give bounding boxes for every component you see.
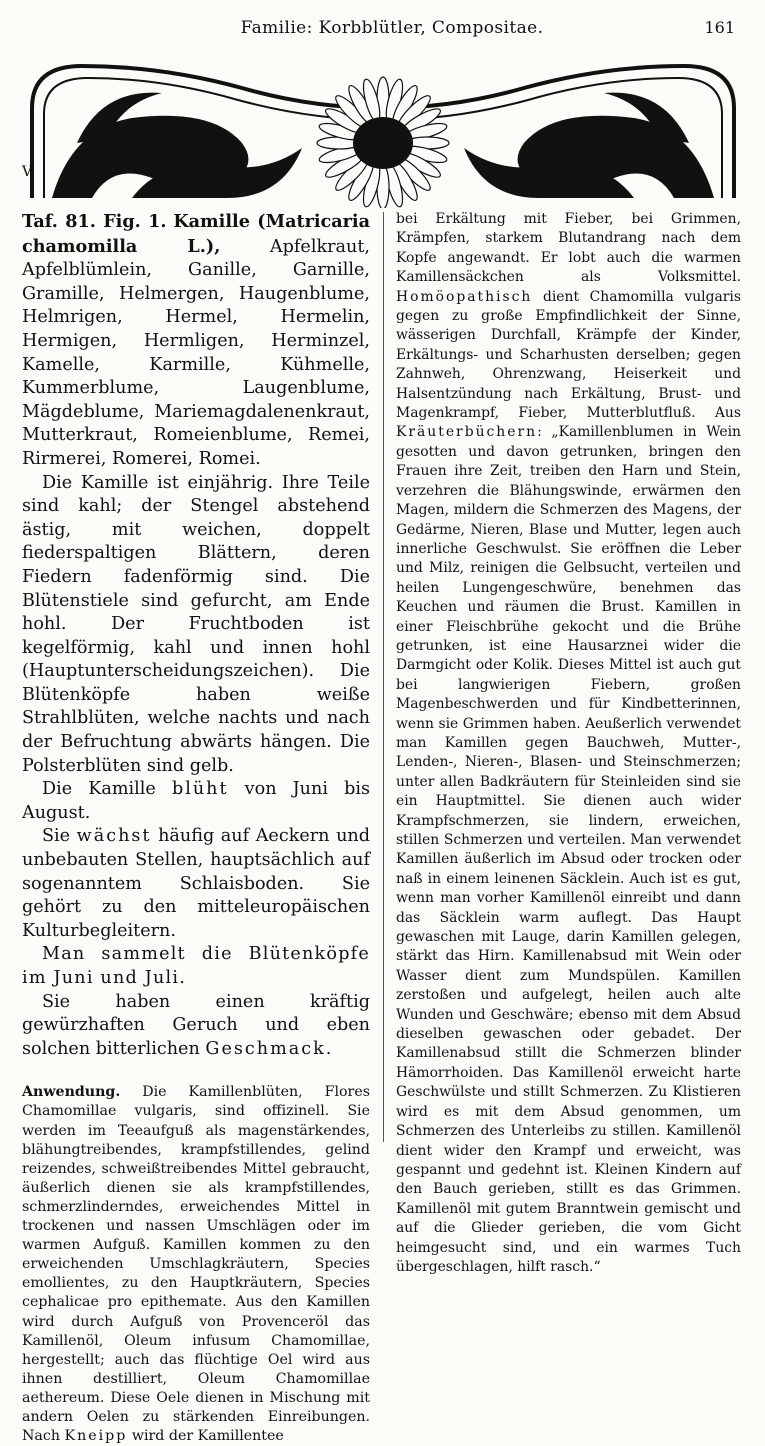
- bloom-paragraph: [22, 778, 370, 825]
- smell-paragraph: [22, 991, 370, 1062]
- right-text-a: bei Erkältung mit Fieber, bei Grimmen, Krämpfen, starkem Blutandrang nach dem Kopfe angewandt. Er lobt auch die warmen Kamillensäckchen als Volksmittel.: [396, 211, 741, 286]
- usage-text-end: wird der Kamillentee: [127, 1428, 284, 1445]
- bloom-text: Die Kamille: [42, 779, 172, 800]
- synonyms: Apfelkraut, Apfelblümlein, Ganille, Garnille, Gramille, Helmergen, Haugenblume, Helmrigen, Hermel, Hermelin, Hermigen, Hermligen, Herminzel, Kamelle, Karmille, Kühmelle, Kummerblume, Laugenblume, Mägdeblume, Mariemagdalenenkraut, Mutterkraut, Romeienblume, Remei, Rirmerei, Romerei, Romei.: [22, 236, 370, 469]
- entry-paragraph: [22, 210, 370, 472]
- usage-paragraph: [22, 1083, 370, 1446]
- right-text-b: dient Chamomilla vulgaris gegen zu große Empfindlichkeit der Sinne, wässerigen Durchfall, Krämpfe der Kinder, Erkältungs- und Scharhusten derselben; gegen Zahnweh, Ohrenzwang, Heiserkeit und Halsentzündung nach Erkältung, Brust- und Magenkrampf, Fieber, Mutterblutfluß. Aus: [396, 288, 741, 422]
- right-paragraph: [396, 210, 741, 1277]
- smell-text-end: .: [325, 1038, 332, 1059]
- right-column: [396, 210, 741, 1277]
- homoeo-label: Homöopathisch: [396, 288, 533, 305]
- ornament-illustration: [12, 48, 754, 208]
- usage-heading: Anwendung.: [22, 1084, 121, 1101]
- right-text-c: : „Kamillenblumen in Wein gesotten und davon getrunken, bringen den Frauen ihre Zeit, treiben den Harn und Stein, verzehren die Blähungswinde, erwärmen den Magen, mildern die Schmerzen des Magens, der Gedärme, Nieren, Blase und Mutter, legen auch innerliche Geschwulst. Sie eröffnen die Leber und Milz, reinigen die Gelbsucht, verteilen und heilen Lungengeschwüre, benehmen das Keuchen und räumen die Brust. Kamillen in einer Fleischbrühe gekocht und die Brühe getrunken, ist eine Hausarznei wider die Darmgicht oder Kolik. Dieses Mittel ist auch gut bei langwierigen Fiebern, großen Magenbeschwerden und für Kindbetterinnen, wenn sie Grimmen haben. Aeußerlich verwendet man Kamillen gegen Bauchweh, Mutter-, Lenden-, Nieren-, Blasen- und Steinschmerzen; unter allen Badkräutern für Steinleiden sind sie ein Hauptmittel. Sie dienen auch wider Krampfschmerzen, sie lindern, erweichen, stillen Schmerzen und verteilen. Man verwendet Kamillen äußerlich im Absud oder trocken oder naß in einem leinenen Säcklein. Auch ist es gut, wenn man vorher Kamillenöl einreibt und dann das Säcklein warm auflegt. Das Haupt gewaschen mit Lauge, darin Kamillen gelegen, stärkt das Hirn. Kamillenabsud mit Wein oder Wasser dient zum Mundspülen. Kamillen zerstoßen und aufgelegt, heilen auch alte Wunden und Geschwäre; ebenso mit dem Absud dieselben gewaschen oder gebadet. Der Kamillenabsud stillt die Schmerzen blinder Hämorrhoiden. Das Kamillenöl erweicht harte Geschwülste und stillt Schmerzen. Zu Klistieren wird es mit dem Absud genommen, um Schmerzen des Unterleibs zu stillen. Kamillenöl dient wider den Krampf und erweicht, was gespannt und gedehnt ist. Kleinen Kindern auf den Bauch gerieben, stillt es das Grimmen. Kamillenöl mit gutem Branntwein gemischt und auf die Glieder gerieben, die vom Gicht heimgesucht sind, und ein warmes Tuch übergeschlagen, hilft rasch.“: [396, 424, 741, 1275]
- kneipp-name: Kneipp: [64, 1428, 128, 1445]
- harvest-paragraph: Man sammelt die Blütenköpfe im Juni und Juli.: [22, 944, 370, 988]
- habitat-text: Sie: [42, 826, 77, 847]
- bloom-emphasis: blüht: [171, 779, 229, 800]
- usage-text: Die Kamillenblüten, Flores Chamomillae vulgaris, sind offizinell. Sie werden im Teeaufguß als magenstärkendes, blähungtreibendes, krampfstillendes, gelind reizendes, schweißtreibendes Mittel gebraucht, äußerlich dienen sie als krampfstillendes, schmerzlinderndes, erweichendes Mittel in trockenen und nassen Umschlägen oder im warmen Aufguß. Kamillen kommen zu den erweichenden Umschlagkräutern, Species emollientes, zu den Hauptkräutern, Species cephalicae pro epithemate. Aus den Kamillen wird durch Aufguß von Provenceröl das Kamillenöl, Oleum infusum Chamomillae, hergestellt; auch das flüchtige Oel wird aus ihnen destilliert, Oleum Chamomillae aethereum. Diese Oele dienen in Mischung mit andern Oelen zu stärkenden Einreibungen. Nach: [22, 1084, 370, 1445]
- kraeuter-label: Kräuterbüchern: [396, 424, 538, 441]
- smell-text: Sie haben einen kräftig gewürzhaften Geruch und eben solchen bitterlichen: [22, 991, 370, 1059]
- entry-name: Kamille (Matricaria chamomilla L.),: [22, 211, 371, 257]
- habitat-text-end: häufig auf Aeckern und unbebauten Stellen, hauptsächlich auf sogenanntem Schlaisboden. Sie gehört zu den mitteleuropäischen Kulturbegleitern.: [22, 826, 371, 941]
- column-divider: [383, 212, 384, 1142]
- monogram: V.: [22, 164, 35, 180]
- entry-label: Taf. 81. Fig. 1.: [22, 211, 167, 232]
- bloom-text-end: von Juni bis August.: [22, 779, 370, 823]
- left-column: [22, 210, 370, 1446]
- habitat-paragraph: [22, 825, 370, 943]
- description-paragraph: Die Kamille ist einjährig. Ihre Teile sind kahl; der Stengel abstehend ästig, mit weichen, doppelt fiederspaltigen Blättern, deren Fiedern fadenförmig sind. Die Blütenstiele sind gefurcht, am Ende hohl. Der Fruchtboden ist kegelförmig, kahl und innen hohl (Hauptunterscheidungszeichen). Die Blütenköpfe haben weiße Strahlblüten, welche nachts und nach der Befruchtung abwärts hängen. Die Polsterblüten sind gelb.: [22, 472, 370, 776]
- running-header: [0, 18, 765, 40]
- smell-emphasis: Geschmack: [205, 1038, 326, 1059]
- page-number: 161: [704, 18, 735, 37]
- header-title: Familie: Korbblütler, Compositae.: [240, 18, 544, 38]
- habitat-emphasis: wächst: [76, 826, 152, 847]
